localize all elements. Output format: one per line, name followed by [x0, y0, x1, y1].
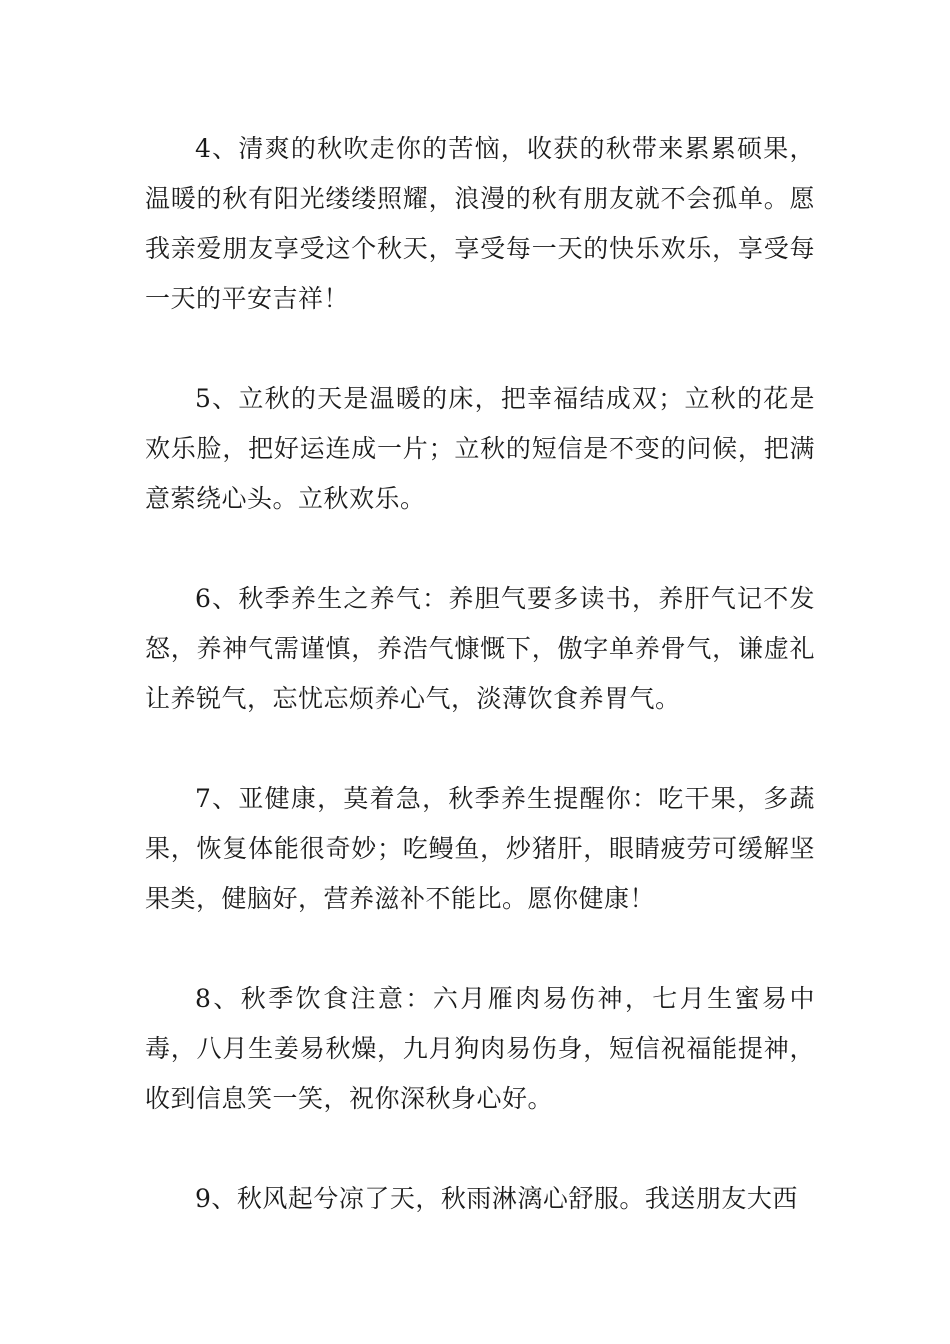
paragraph-4: 4、清爽的秋吹走你的苦恼，收获的秋带来累累硕果，温暖的秋有阳光缕缕照耀，浪漫的秋有朋友就不会孤单。愿我亲爱朋友享受这个秋天，享受每一天的快乐欢乐，享受每一天的平安吉祥！: [145, 134, 815, 313]
paragraph-9: 9、秋风起兮凉了天，秋雨淋漓心舒服。我送朋友大西: [195, 1184, 798, 1213]
paragraph-5: 5、立秋的天是温暖的床，把幸福结成双；立秋的花是欢乐脸，把好运连成一片；立秋的短信是不变的问候，把满意萦绕心头。立秋欢乐。: [145, 384, 815, 513]
paragraph-8: 8、秋季饮食注意：六月雁肉易伤神，七月生蜜易中毒，八月生姜易秋燥，九月狗肉易伤身，短信祝福能提神，收到信息笑一笑，祝你深秋身心好。: [145, 984, 815, 1113]
paragraph-6: 6、秋季养生之养气：养胆气要多读书，养肝气记不发怒，养神气需谨慎，养浩气慷慨下，傲字单养骨气，谦虚礼让养锐气，忘忧忘烦养心气，淡薄饮食养胃气。: [145, 584, 815, 713]
paragraph-7: 7、亚健康，莫着急，秋季养生提醒你：吃干果，多蔬果，恢复体能很奇妙；吃鳗鱼，炒猪肝，眼睛疲劳可缓解坚果类，健脑好，营养滋补不能比。愿你健康！: [145, 784, 815, 913]
